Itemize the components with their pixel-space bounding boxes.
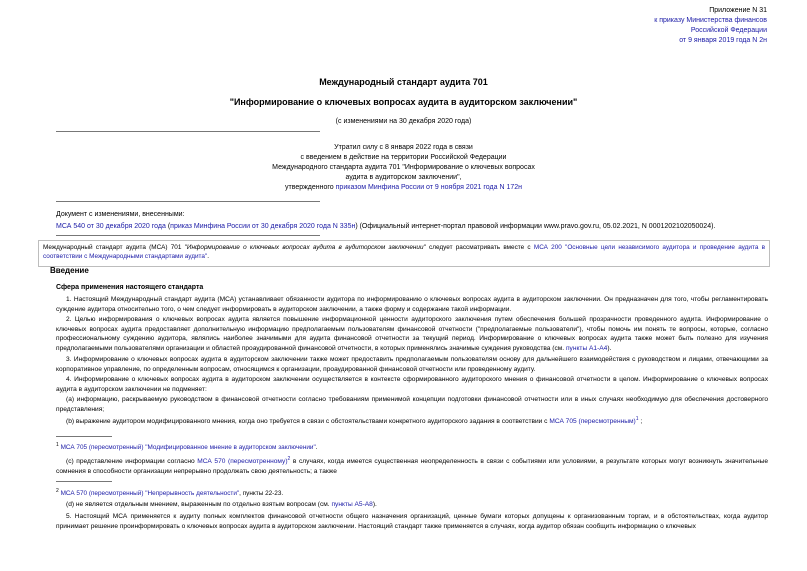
divider (56, 131, 320, 132)
paragraph-b-text: (b) выражение аудитором модифицированного мнения, когда оно требуется в связи с обстоятельствами конкретного аудиторского задания в соответствии с (66, 418, 550, 426)
note-italic: "Информирование о ключевых вопросах аудита в аудиторском заключении" (184, 244, 426, 251)
paragraph-d-pre: (d) не является отдельным мнением, выраженным по отдельно взятым вопросам (см. (66, 501, 332, 508)
footnote-2-link-1[interactable]: МСА 570 (пересмотренный) (60, 490, 144, 498)
footnote-divider (56, 436, 112, 437)
document-subtitle: "Информирование о ключевых вопросах аудита в аудиторском заключении" (229, 97, 578, 107)
footnote-1-mark: 1 (56, 442, 59, 448)
note-text (43, 243, 765, 261)
footnote-2-link-2[interactable]: "Непрерывность деятельности" (145, 490, 240, 498)
paragraph-2-link[interactable]: пункты A1-A4 (565, 344, 608, 352)
paragraph-b (56, 415, 768, 427)
footnote-ref-1[interactable]: 1 (635, 416, 639, 422)
divider (56, 235, 320, 236)
paragraph-d-link[interactable]: пункты A5-A8 (331, 501, 373, 508)
paragraph-2-end: ). (607, 344, 612, 352)
note-end: . (207, 253, 210, 260)
changes-label: Документ с изменениями, внесенными: (56, 211, 185, 218)
document-title: Международный стандарт аудита 701 (319, 77, 488, 87)
paragraph-c-pre: (c) представление информации согласно (66, 458, 198, 466)
footnote-1-link-1[interactable]: МСА 705 (пересмотренный) (60, 444, 144, 452)
msa200-link[interactable]: МСА 200 "Основные цели независимого аудитора и проведение аудита в соответствии с Международными стандартами аудита" (43, 244, 766, 260)
note-box (38, 240, 770, 267)
footnote-divider (56, 481, 112, 482)
amendment-note: (с изменениями на 30 декабря 2020 года) (335, 118, 472, 125)
changes-line (56, 222, 715, 231)
section-heading-scope: Сфера применения настоящего стандарта (56, 284, 204, 291)
section-heading-intro: Введение (50, 266, 89, 275)
status-approved-label: утвержденного (284, 184, 336, 191)
paragraph-d-end: ). (372, 501, 377, 508)
changes-rest: ) (Официальный интернет-портал правовой информации www.pravo.gov.ru, 05.02.2021, N 0001202102050024). (355, 223, 716, 230)
appendix-line-4[interactable]: от 9 января 2019 года N 2н (679, 37, 767, 44)
paragraph-1: 1. Настоящий Международный стандарт аудита (МСА) устанавливает обязанности аудитора по информированию о ключевых вопросах аудита в аудиторском заключении. Он предназначен для того, чтобы регламентировать суждение аудитора относительно того, о чем следует информировать в аудиторском заключении, а также форму и содержание такой информации. (56, 296, 768, 313)
divider (56, 201, 320, 202)
paragraph-3: 3. Информирование о ключевых вопросах аудита в аудиторском заключении также может предоставить предполагаемым пользователям основу для дальнейшего взаимодействия с руководством и лицами, отвечающими за корпоративное управление, по определенным вопросам, относящимся к организации, проаудированной финансовой отчетности или проведенному аудиту. (56, 356, 768, 373)
paragraph-b-end: ; (638, 418, 643, 426)
paragraph-2-text: 2. Целью информирования о ключевых вопросах аудита является повышение информационной ценности аудиторского заключения путем обеспечения большей прозрачности проведенного аудита. Информирование о ключевых вопросах аудита предоставляет дополнительную информацию предполагаемым пользователям финансовой отчетности ("предполагаемые пользователи"), чтобы помочь им понять те вопросы, которые, согласно профессиональному суждению аудитора, являлись наиболее значимыми для аудита финансовой отчетности за текущий период. Информирование о ключевых вопросах аудита также может быть полезно для изучения предполагаемыми пользователями организации и областей проаудированной финансовой отчетности, в которых применялись значимые суждения руководства (см. (56, 316, 768, 352)
status-line-1: Утратил силу с 8 января 2022 года в связи (334, 144, 473, 151)
msa570-link[interactable]: МСА 570 (пересмотренному) (197, 458, 288, 466)
status-order-link[interactable]: приказом Минфина России от 9 ноября 2021 года N 172н (335, 184, 523, 191)
footnote-2-mark: 2 (56, 488, 59, 494)
footnote-1-link-2[interactable]: "Модифицированное мнение в аудиторском заключении" (145, 444, 316, 452)
footnote-ref-2[interactable]: 2 (287, 456, 291, 462)
paragraph-d (56, 500, 768, 510)
appendix-line-3[interactable]: Российской Федерации (690, 27, 767, 34)
status-line-5 (0, 183, 807, 192)
status-line-2: с введением в действие на территории Российской Федерации (300, 154, 507, 161)
paragraph-5: 5. Настоящий МСА применяется к аудиту полных комплектов финансовой отчетности общего назначения организаций, ценные бумаги которых допущены к организованным торгам, и в обстоятельствах, когда аудитор принимает решение проинформировать о ключевых вопросах аудита в аудиторском заключении. Настоящий стандарт также применяется в случаях, когда аудитор обязан сообщить информацию о ключевых (56, 513, 768, 530)
order-335n-link[interactable]: приказ Минфина России от 30 декабря 2020 года N 335н (170, 223, 356, 230)
footnote-2-end: , пункты 22-23. (239, 490, 284, 498)
paragraph-2 (56, 315, 768, 353)
appendix-line-1: Приложение N 31 (709, 7, 767, 14)
note-mid: следует рассматривать вместе с (425, 244, 534, 251)
changes-paren-open: ( (165, 223, 171, 230)
footnote-1-end: . (315, 444, 318, 452)
paragraph-4: 4. Информирование о ключевых вопросах аудита в аудиторском заключении осуществляется в контексте сформированного аудиторского мнения о финансовой отчетности в целом. Информирование о ключевых вопросах аудита в аудиторском заключении не подменяет: (56, 376, 768, 393)
paragraph-c (56, 455, 768, 476)
appendix-line-2[interactable]: к приказу Министерства финансов (654, 17, 767, 24)
status-line-4: аудита в аудиторском заключении", (345, 174, 462, 181)
footnote-1 (56, 441, 318, 452)
msa705-link[interactable]: МСА 705 (пересмотренным) (549, 418, 636, 426)
paragraph-a: (a) информацию, раскрываемую руководством в финансовой отчетности согласно требованиям применимой концепции подготовки финансовой отчетности или в иных случаях необходимую для обеспечения достоверного представления; (56, 396, 768, 413)
status-line-3: Международного стандарта аудита 701 "Информирование о ключевых вопросах (272, 164, 535, 171)
note-pre: Международный стандарт аудита (МСА) 701 (43, 244, 185, 251)
footnote-2 (56, 487, 283, 498)
msa540-link[interactable]: МСА 540 от 30 декабря 2020 года (56, 223, 166, 230)
paragraph-c-rest: в случаях, когда имеется существенная неопределенность в связи с событиями или условиями, в результате которых могут возникнуть значительные сомнения в способности организации непрерывно продолжать свою деятельность; а также (56, 458, 768, 475)
